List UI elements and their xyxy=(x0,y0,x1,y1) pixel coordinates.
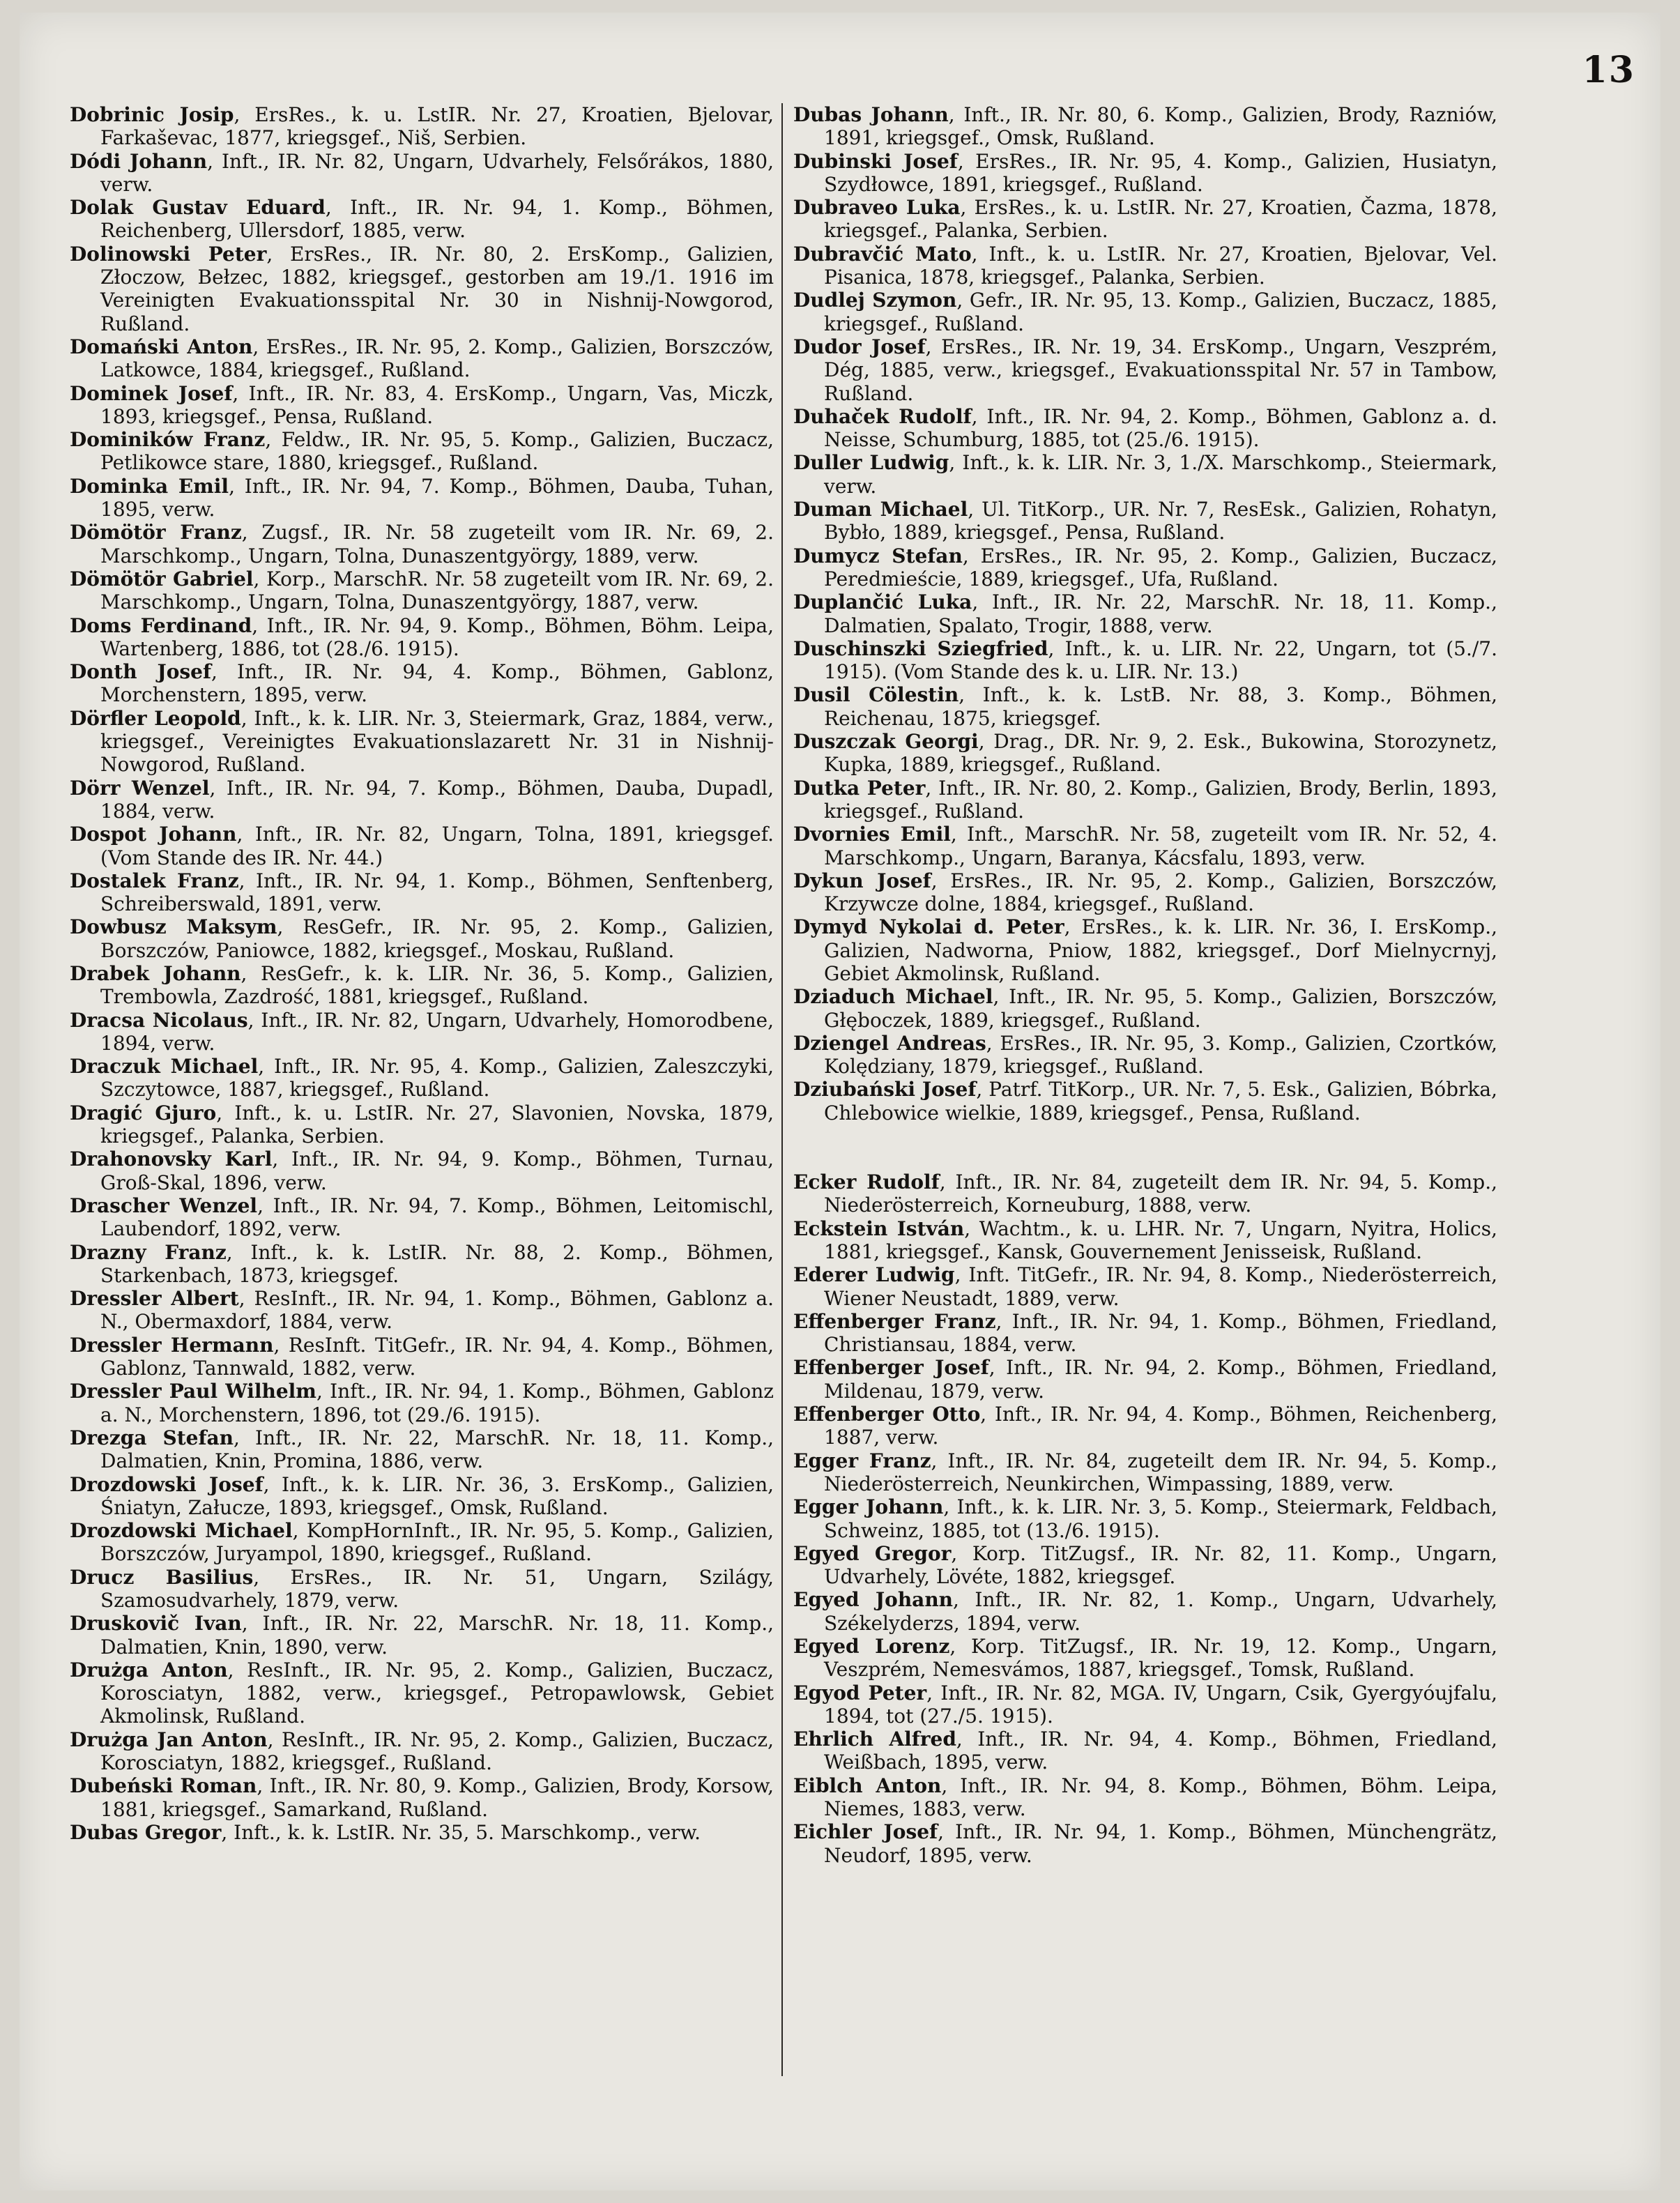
section-gap xyxy=(793,1125,1497,1171)
entry-name: Duman Michael xyxy=(793,498,968,521)
list-item xyxy=(793,1032,1497,1078)
right-column-e-entries xyxy=(793,1171,1497,1867)
document-page xyxy=(20,13,1660,2190)
column-divider xyxy=(781,103,783,2076)
entry-details: , Korp. TitZugsf., IR. Nr. 82, 11. Komp., Ungarn, Udvarhely, Lövéte, 1882, kriegsgef. xyxy=(824,1541,1497,1589)
entry-details: , Inft., k. u. LIR. Nr. 22, Ungarn, tot (5./7. 1915). (Vom Stande des k. u. LIR. Nr. 13.) xyxy=(824,636,1497,684)
list-item xyxy=(793,1635,1497,1682)
entry-details: , Inft., IR. Nr. 94, 2. Komp., Böhmen, Friedland, Mildenau, 1879, verw. xyxy=(824,1356,1497,1403)
entry-details: , Inft., IR. Nr. 80, 2. Komp., Galizien, Brody, Berlin, 1893, kriegsgef., Rußland. xyxy=(824,776,1497,823)
list-item xyxy=(793,1588,1497,1635)
entry-details: , ResInft., IR. Nr. 95, 2. Komp., Galizien, Buczacz, Korosciatyn, 1882, verw., kriegsgef., Petropawlowsk, Gebiet Akmolinsk, Rußland. xyxy=(100,1658,774,1728)
entry-details: , KompHornInft., IR. Nr. 95, 5. Komp., Galizien, Borszczów, Juryampol, 1890, kriegsgef., Rußland. xyxy=(100,1519,774,1566)
entry-details: , ErsRes., IR. Nr. 95, 2. Komp., Galizien, Borszczów, Latkowce, 1884, kriegsgef., Rußland. xyxy=(100,335,774,382)
entry-name: Drucz Basilius xyxy=(70,1565,254,1589)
entry-details: , Inft., k. u. LstIR. Nr. 27, Kroatien, Bjelovar, Vel. Pisanica, 1878, kriegsgef., Palanka, Serbien. xyxy=(824,242,1498,289)
entry-details: , Inft., IR. Nr. 94, 7. Komp., Böhmen, Dauba, Dupadl, 1884, verw. xyxy=(100,776,774,823)
entry-name: Dominka Emil xyxy=(70,474,229,498)
entry-name: Dracsa Nicolaus xyxy=(70,1008,248,1032)
list-item xyxy=(70,150,774,197)
list-item xyxy=(70,707,774,777)
entry-name: Effenberger Josef xyxy=(793,1356,989,1380)
entry-name: Dubinski Josef xyxy=(793,149,958,173)
entry-details: , Inft., k. k. LIR. Nr. 3, 5. Komp., Steiermark, Feldbach, Schweinz, 1885, tot (13./6. 1915). xyxy=(824,1495,1498,1542)
entry-name: Dvornies Emil xyxy=(793,823,951,846)
entry-details: , ResInft. TitGefr., IR. Nr. 94, 4. Komp., Böhmen, Gablonz, Tannwald, 1882, verw. xyxy=(100,1333,774,1380)
entry-details: , Drag., DR. Nr. 9, 2. Esk., Bukowina, Storozynetz, Kupka, 1889, kriegsgef., Rußland. xyxy=(824,730,1497,777)
entry-details: , Feldw., IR. Nr. 95, 5. Komp., Galizien, Buczacz, Petlikowce stare, 1880, kriegsgef., Rußland. xyxy=(100,428,774,475)
entry-name: Egger Johann xyxy=(793,1495,944,1519)
entry-name: Egyed Lorenz xyxy=(793,1635,950,1658)
entry-name: Doms Ferdinand xyxy=(70,613,252,637)
entry-details: , Inft., IR. Nr. 82, MGA. IV, Ungarn, Csik, Gyergyóujfalu, 1894, tot (27./5. 1915). xyxy=(824,1681,1498,1728)
entry-details: , ResInft., IR. Nr. 95, 2. Komp., Galizien, Buczacz, Korosciatyn, 1882, kriegsgef., Rußland. xyxy=(100,1728,774,1775)
list-item xyxy=(793,1728,1497,1774)
entry-name: Dykun Josef xyxy=(793,869,931,892)
entry-name: Drozdowski Michael xyxy=(70,1519,293,1543)
entry-name: Dressler Albert xyxy=(70,1287,239,1311)
list-item xyxy=(793,1310,1497,1357)
entry-details: , Inft., IR. Nr. 84, zugeteilt dem IR. Nr. 94, 5. Komp., Niederösterreich, Neunkirchen, Wimpassing, 1889, verw. xyxy=(824,1449,1498,1495)
entry-name: Egyod Peter xyxy=(793,1681,927,1705)
list-item xyxy=(70,1102,774,1148)
entry-name: Drezga Stefan xyxy=(70,1426,234,1449)
entry-name: Egyed Gregor xyxy=(793,1541,952,1565)
entry-details: , Inft., IR. Nr. 84, zugeteilt dem IR. Nr. 94, 5. Komp., Niederösterreich, Korneuburg, 1888, verw. xyxy=(824,1171,1498,1217)
entry-details: , Inft., IR. Nr. 82, 1. Komp., Ungarn, Udvarhely, Székelyderzs, 1894, verw. xyxy=(824,1588,1498,1635)
entry-name: Dziaduch Michael xyxy=(793,985,993,1009)
entry-details: , ErsRes., IR. Nr. 95, 2. Komp., Galizien, Borszczów, Krzywcze dolne, 1884, kriegsgef., Rußland. xyxy=(824,869,1497,916)
entry-details: , Inft., IR. Nr. 94, 1. Komp., Böhmen, Friedland, Christiansau, 1884, verw. xyxy=(824,1309,1498,1357)
entry-name: Ecker Rudolf xyxy=(793,1171,940,1194)
list-item xyxy=(793,1217,1497,1264)
entry-name: Dostalek Franz xyxy=(70,869,239,892)
entry-name: Drużga Anton xyxy=(70,1658,228,1682)
list-item xyxy=(793,869,1497,916)
entry-details: , Inft., k. k. LstIR. Nr. 88, 2. Komp., Böhmen, Starkenbach, 1873, kriegsgef. xyxy=(100,1240,774,1287)
entry-name: Dospot Johann xyxy=(70,823,237,846)
right-column-d-entries xyxy=(793,103,1497,1125)
list-item xyxy=(793,289,1497,335)
entry-details: , Inft., IR. Nr. 22, MarschR. Nr. 18, 11. Komp., Dalmatien, Spalato, Trogir, 1888, verw. xyxy=(824,590,1497,637)
entry-details: , ResGefr., k. k. LIR. Nr. 36, 5. Komp., Galizien, Trembowla, Zazdrość, 1881, kriegsgef., Rußland. xyxy=(100,961,774,1009)
entry-name: Drahonovsky Karl xyxy=(70,1148,273,1171)
entry-details: , Inft., k. k. LstIR. Nr. 35, 5. Marschkomp., verw. xyxy=(221,1820,701,1844)
entry-name: Eichler Josef xyxy=(793,1820,938,1844)
list-item xyxy=(793,1263,1497,1310)
entry-details: , Inft., IR. Nr. 94, 9. Komp., Böhmen, Turnau, Groß-Skal, 1896, verw. xyxy=(100,1148,774,1194)
entry-details: , Inft., IR. Nr. 94, 1. Komp., Böhmen, Münchengrätz, Neudorf, 1895, verw. xyxy=(824,1820,1497,1867)
entry-name: Dubas Johann xyxy=(793,103,949,126)
list-item xyxy=(793,243,1497,289)
list-item xyxy=(793,823,1497,869)
entry-details: , Inft. TitGefr., IR. Nr. 94, 8. Komp., Niederösterreich, Wiener Neustadt, 1889, verw. xyxy=(824,1263,1497,1310)
entry-name: Drozdowski Josef xyxy=(70,1472,264,1496)
list-item xyxy=(793,498,1497,544)
entry-details: , ResGefr., IR. Nr. 95, 2. Komp., Galizien, Borszczów, Paniowce, 1882, kriegsgef., Moskau, Rußland. xyxy=(100,915,774,962)
list-item xyxy=(70,1241,774,1288)
list-item xyxy=(793,915,1497,985)
entry-details: , ErsRes., k. k. LIR. Nr. 36, I. ErsKomp., Galizien, Nadworna, Pniow, 1882, kriegsgef., Dorf Mielnycrnyj, Gebiet Akmolinsk, Rußland. xyxy=(824,915,1497,985)
entry-details: , Ul. TitKorp., UR. Nr. 7, ResEsk., Galizien, Rohatyn, Bybło, 1889, kriegsgef., Pensa, Rußland. xyxy=(824,498,1497,544)
entry-name: Dolinowski Peter xyxy=(70,242,267,266)
list-item xyxy=(793,730,1497,777)
right-column xyxy=(793,103,1497,1867)
entry-details: , Inft., k. k. LIR. Nr. 36, 3. ErsKomp., Galizien, Śniatyn, Załucze, 1893, kriegsgef., Omsk, Rußland. xyxy=(100,1472,774,1519)
list-item xyxy=(70,1612,774,1659)
list-item xyxy=(793,150,1497,197)
list-item xyxy=(793,544,1497,591)
list-item xyxy=(793,1171,1497,1217)
list-item xyxy=(70,428,774,475)
entry-details: , Inft., IR. Nr. 94, 4. Komp., Böhmen, Friedland, Weißbach, 1895, verw. xyxy=(824,1728,1497,1774)
entry-name: Dódi Johann xyxy=(70,149,208,173)
list-item xyxy=(793,405,1497,452)
list-item xyxy=(70,1426,774,1473)
list-item xyxy=(70,1659,774,1728)
entry-details: , ErsRes., IR. Nr. 19, 34. ErsKomp., Ungarn, Veszprém, Dég, 1885, verw., kriegsgef., Evakuationsspital Nr. 57 in Tambow, Rußland. xyxy=(824,335,1497,405)
entry-details: , Inft., IR. Nr. 94, 9. Komp., Böhmen, Böhm. Leipa, Wartenberg, 1886, tot (28./6. 1915). xyxy=(100,613,774,660)
entry-details: , Wachtm., k. u. LHR. Nr. 7, Ungarn, Nyitra, Holics, 1881, kriegsgef., Kansk, Gouvernement Jenisseisk, Rußland. xyxy=(824,1217,1498,1263)
entry-name: Dudor Josef xyxy=(793,335,926,358)
page-number: 13 xyxy=(1582,49,1635,91)
list-item xyxy=(70,382,774,429)
list-item xyxy=(793,1542,1497,1589)
list-item xyxy=(70,335,774,382)
list-item xyxy=(70,1473,774,1520)
entry-details: , Inft., k. k. LIR. Nr. 3, Steiermark, Graz, 1884, verw., kriegsgef., Vereinigtes Evakuationslazarett Nr. 31 in Nishnij-Nowgorod, Rußland. xyxy=(100,706,774,777)
list-item xyxy=(70,1194,774,1241)
entry-details: , ErsRes., k. u. LstIR. Nr. 27, Kroatien, Bjelovar, Farkaševac, 1877, kriegsgef., Niš, Serbien. xyxy=(100,103,774,150)
list-item xyxy=(70,1380,774,1426)
entry-details: , ErsRes., k. u. LstIR. Nr. 27, Kroatien, Čazma, 1878, kriegsgef., Palanka, Serbien. xyxy=(824,196,1497,243)
entry-name: Dömötör Gabriel xyxy=(70,567,254,590)
list-item xyxy=(70,1009,774,1055)
entry-name: Eckstein István xyxy=(793,1217,965,1240)
entry-details: , Inft., IR. Nr. 94, 7. Komp., Böhmen, Dauba, Tuhan, 1895, verw. xyxy=(100,474,774,521)
list-item xyxy=(70,1148,774,1194)
entry-name: Dziengel Andreas xyxy=(793,1031,986,1055)
list-item xyxy=(793,196,1497,243)
entry-name: Duschinszki Sziegfried xyxy=(793,636,1048,660)
entry-details: , Inft., IR. Nr. 94, 4. Komp., Böhmen, Gablonz, Morchenstern, 1895, verw. xyxy=(100,660,774,707)
entry-details: , Korp. TitZugsf., IR. Nr. 19, 12. Komp., Ungarn, Veszprém, Nemesvámos, 1887, kriegsgef., Tomsk, Rußland. xyxy=(824,1635,1497,1682)
entry-name: Dömötör Franz xyxy=(70,521,242,544)
entry-name: Dressler Paul Wilhelm xyxy=(70,1380,316,1403)
list-item xyxy=(793,335,1497,405)
list-item xyxy=(70,915,774,962)
list-item xyxy=(793,637,1497,684)
entry-details: , Inft., IR. Nr. 94, 8. Komp., Böhmen, Böhm. Leipa, Niemes, 1883, verw. xyxy=(824,1774,1497,1821)
entry-name: Dörfler Leopold xyxy=(70,706,241,730)
entry-name: Dominików Franz xyxy=(70,428,266,452)
list-item xyxy=(793,1078,1497,1125)
entry-name: Dobrinic Josip xyxy=(70,103,234,126)
list-item xyxy=(70,1821,774,1844)
entry-name: Ederer Ludwig xyxy=(793,1263,955,1287)
entry-details: , Zugsf., IR. Nr. 58 zugeteilt vom IR. Nr. 69, 2. Marschkomp., Ungarn, Tolna, Dunaszentgyörgy, 1889, verw. xyxy=(100,521,774,567)
entry-details: , ErsRes., IR. Nr. 95, 4. Komp., Galizien, Husiatyn, Szydłowce, 1891, kriegsgef., Rußland. xyxy=(824,149,1497,196)
list-item xyxy=(70,475,774,521)
list-item xyxy=(70,823,774,869)
entry-name: Dörr Wenzel xyxy=(70,776,210,800)
list-item xyxy=(70,243,774,335)
entry-name: Duszczak Georgi xyxy=(793,730,979,754)
entry-name: Dubravčić Mato xyxy=(793,242,972,266)
entry-name: Duplančić Luka xyxy=(793,590,972,614)
entry-name: Dressler Hermann xyxy=(70,1333,274,1357)
entry-details: , Patrf. TitKorp., UR. Nr. 7, 5. Esk., Galizien, Bóbrka, Chlebowice wielkie, 1889, kriegsgef., Pensa, Rußland. xyxy=(824,1078,1497,1125)
list-item xyxy=(70,1519,774,1566)
entry-details: , ErsRes., IR. Nr. 95, 2. Komp., Galizien, Buczacz, Peredmieście, 1889, kriegsgef., Ufa, Rußland. xyxy=(824,544,1497,590)
list-item xyxy=(70,1287,774,1334)
entry-details: , ErsRes., IR. Nr. 95, 3. Komp., Galizien, Czortków, Kolędziany, 1879, kriegsgef., Rußland. xyxy=(824,1031,1497,1078)
entry-details: , Inft., IR. Nr. 83, 4. ErsKomp., Ungarn, Vas, Miczk, 1893, kriegsgef., Pensa, Rußland. xyxy=(100,381,774,428)
list-item xyxy=(793,777,1497,823)
entry-name: Dragić Gjuro xyxy=(70,1101,217,1125)
list-item xyxy=(70,1728,774,1775)
entry-name: Egger Franz xyxy=(793,1449,931,1472)
list-item xyxy=(70,869,774,916)
entry-details: , Inft., IR. Nr. 82, Ungarn, Udvarhely, Felsőrákos, 1880, verw. xyxy=(100,149,774,196)
entry-name: Ehrlich Alfred xyxy=(793,1728,956,1751)
list-item xyxy=(70,1055,774,1102)
entry-name: Duhaček Rudolf xyxy=(793,404,972,428)
entry-details: , Inft., IR. Nr. 94, 1. Komp., Böhmen, Gablonz a. N., Morchenstern, 1896, tot (29./6. 1915). xyxy=(100,1380,774,1426)
entry-name: Dolak Gustav Eduard xyxy=(70,196,326,220)
list-item xyxy=(70,962,774,1009)
entry-name: Egyed Johann xyxy=(793,1588,954,1612)
entry-name: Dziubański Josef xyxy=(793,1078,977,1102)
list-item xyxy=(793,985,1497,1032)
entry-name: Donth Josef xyxy=(70,660,212,684)
list-item xyxy=(70,1566,774,1613)
entry-details: , Inft., k. u. LstIR. Nr. 27, Slavonien, Novska, 1879, kriegsgef., Palanka, Serbien. xyxy=(100,1101,774,1148)
entry-details: , Korp., MarschR. Nr. 58 zugeteilt vom IR. Nr. 69, 2. Marschkomp., Ungarn, Tolna, Dunaszentgyörgy, 1887, verw. xyxy=(100,567,774,614)
entry-name: Effenberger Otto xyxy=(793,1403,981,1426)
list-item xyxy=(793,1356,1497,1403)
entry-name: Drascher Wenzel xyxy=(70,1194,258,1217)
entry-details: , Inft., IR. Nr. 80, 9. Komp., Galizien, Brody, Korsow, 1881, kriegsgef., Samarkand, Rußland. xyxy=(100,1774,774,1821)
entry-details: , Gefr., IR. Nr. 95, 13. Komp., Galizien, Buczacz, 1885, kriegsgef., Rußland. xyxy=(824,289,1497,335)
entry-details: , Inft., k. k. LstB. Nr. 88, 3. Komp., Böhmen, Reichenau, 1875, kriegsgef. xyxy=(824,683,1497,730)
entry-details: , Inft., IR. Nr. 94, 1. Komp., Böhmen, Senftenberg, Schreiberswald, 1891, verw. xyxy=(100,869,774,916)
entry-details: , Inft., IR. Nr. 94, 7. Komp., Böhmen, Leitomischl, Laubendorf, 1892, verw. xyxy=(100,1194,774,1241)
entry-details: , Inft., IR. Nr. 22, MarschR. Nr. 18, 11. Komp., Dalmatien, Knin, 1890, verw. xyxy=(100,1612,774,1659)
entry-name: Dusil Cölestin xyxy=(793,683,959,707)
list-item xyxy=(793,1820,1497,1867)
list-item xyxy=(793,1403,1497,1449)
entry-name: Eiblch Anton xyxy=(793,1774,942,1797)
entry-details: , ErsRes., IR. Nr. 51, Ungarn, Szilágy, Szamosudvarhely, 1879, verw. xyxy=(100,1565,774,1612)
entry-name: Drazny Franz xyxy=(70,1240,227,1264)
entry-name: Dymyd Nykolai d. Peter xyxy=(793,915,1064,939)
list-item xyxy=(70,567,774,614)
entry-name: Dominek Josef xyxy=(70,381,233,405)
entry-details: , Inft., MarschR. Nr. 58, zugeteilt vom IR. Nr. 52, 4. Marschkomp., Ungarn, Baranya, Kácsfalu, 1893, verw. xyxy=(824,823,1497,869)
list-item xyxy=(793,1774,1497,1821)
entry-details: , Inft., IR. Nr. 94, 2. Komp., Böhmen, Gablonz a. d. Neisse, Schumburg, 1885, tot (25./6. 1915). xyxy=(824,404,1498,452)
list-item xyxy=(70,196,774,243)
entry-name: Dumycz Stefan xyxy=(793,544,963,567)
entry-details: , Inft., IR. Nr. 82, Ungarn, Udvarhely, Homorodbene, 1894, verw. xyxy=(100,1008,774,1055)
entry-details: , Inft., IR. Nr. 94, 4. Komp., Böhmen, Reichenberg, 1887, verw. xyxy=(824,1403,1497,1449)
entry-name: Dowbusz Maksym xyxy=(70,915,277,939)
list-item xyxy=(70,614,774,661)
entry-details: , Inft., IR. Nr. 95, 5. Komp., Galizien, Borszczów, Głęboczek, 1889, kriegsgef., Rußland. xyxy=(824,985,1497,1032)
list-item xyxy=(70,103,774,150)
entry-details: , ResInft., IR. Nr. 94, 1. Komp., Böhmen, Gablonz a. N., Obermaxdorf, 1884, verw. xyxy=(100,1287,774,1334)
entry-name: Druskovič Ivan xyxy=(70,1612,242,1636)
list-item xyxy=(793,1495,1497,1542)
entry-name: Dubas Gregor xyxy=(70,1820,222,1844)
entry-name: Duller Ludwig xyxy=(793,451,949,475)
list-item xyxy=(70,1334,774,1380)
entry-name: Effenberger Franz xyxy=(793,1309,996,1333)
list-item xyxy=(70,1774,774,1821)
list-item xyxy=(793,1449,1497,1496)
list-item xyxy=(70,660,774,707)
entry-details: , Inft., k. k. LIR. Nr. 3, 1./X. Marschkomp., Steiermark, verw. xyxy=(824,451,1497,498)
list-item xyxy=(70,777,774,823)
list-item xyxy=(793,1682,1497,1728)
list-item xyxy=(793,103,1497,150)
entry-name: Domański Anton xyxy=(70,335,253,358)
entry-name: Dudlej Szymon xyxy=(793,289,957,312)
list-item xyxy=(793,451,1497,498)
list-item xyxy=(793,590,1497,637)
entry-details: , ErsRes., IR. Nr. 80, 2. ErsKomp., Galizien, Złoczow, Bełzec, 1882, kriegsgef., gestorben am 19./1. 1916 im Vereinigten Evakuationsspital Nr. 30 in Nishnij-Nowgorod, Rußland. xyxy=(100,242,774,335)
entry-name: Dubraveo Luka xyxy=(793,196,961,220)
entry-name: Dutka Peter xyxy=(793,776,926,800)
entry-details: , Inft., IR. Nr. 95, 4. Komp., Galizien, Zaleszczyki, Szczytowce, 1887, kriegsgef., Rußland. xyxy=(100,1055,774,1102)
list-item xyxy=(793,683,1497,730)
entry-name: Draczuk Michael xyxy=(70,1055,259,1078)
entry-details: , Inft., IR. Nr. 80, 6. Komp., Galizien, Brody, Razniów, 1891, kriegsgef., Omsk, Rußland. xyxy=(824,103,1497,150)
list-item xyxy=(70,521,774,567)
entry-details: , Inft., IR. Nr. 82, Ungarn, Tolna, 1891, kriegsgef. (Vom Stande des IR. Nr. 44.) xyxy=(100,823,774,869)
entry-details: , Inft., IR. Nr. 94, 1. Komp., Böhmen, Reichenberg, Ullersdorf, 1885, verw. xyxy=(100,196,774,243)
entry-name: Drużga Jan Anton xyxy=(70,1728,268,1751)
entry-details: , Inft., IR. Nr. 22, MarschR. Nr. 18, 11. Komp., Dalmatien, Knin, Promina, 1886, verw. xyxy=(100,1426,774,1473)
left-column xyxy=(70,103,774,1844)
entry-name: Dubeński Roman xyxy=(70,1774,257,1798)
entry-name: Drabek Johann xyxy=(70,961,241,985)
